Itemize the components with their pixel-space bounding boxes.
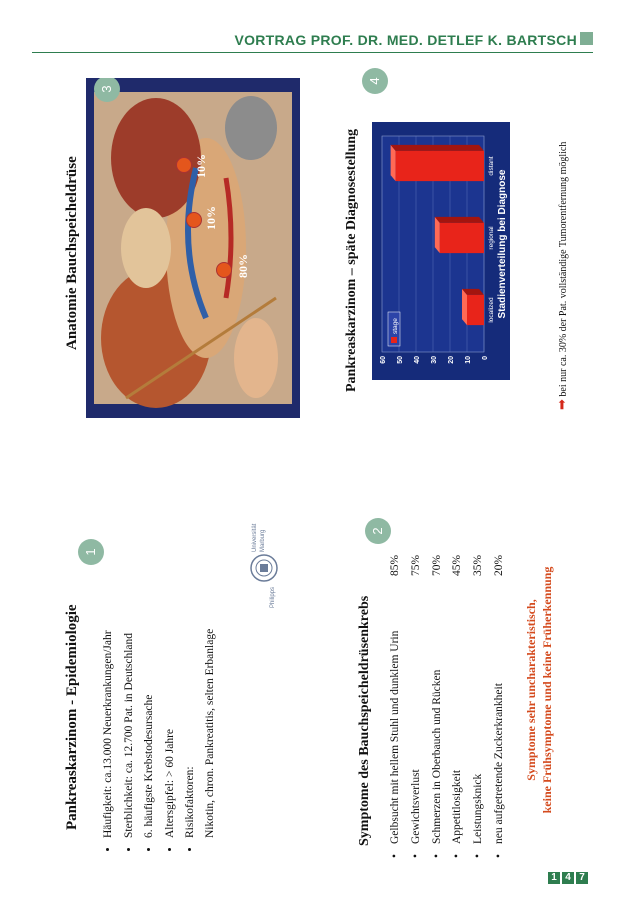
warning-line-2: keine Frühsymptome und keine Früherkennung <box>540 566 554 814</box>
symptom-label: • Gelbsucht mit hellem Stuhl und dunklem Urin <box>385 576 406 858</box>
y-tick-label: 60 <box>380 356 387 364</box>
legend-swatch <box>391 337 397 343</box>
bar-top <box>462 289 467 325</box>
legend-label: stage <box>392 318 399 334</box>
header-rule <box>32 52 593 53</box>
y-tick-label: 30 <box>431 356 438 364</box>
symptom-label: • Gewichtsverlust <box>406 576 427 858</box>
symptom-value: 75% <box>409 554 422 576</box>
symptom-label: • Leistungsknick <box>468 576 489 858</box>
page-number <box>548 872 588 884</box>
bullet-list <box>98 630 201 852</box>
symptom-value: 35% <box>472 554 485 576</box>
arrow-icon: ➡ <box>554 399 569 410</box>
university-logo <box>248 523 284 608</box>
symptom-row <box>489 555 510 858</box>
symptom-row <box>447 555 468 858</box>
bar-top <box>391 145 396 181</box>
percent-label: 80% <box>236 254 250 278</box>
symptom-row <box>427 555 448 858</box>
y-tick-label: 10 <box>465 356 472 364</box>
slide-title: Symptome des Bauchspeicheldrüsenkrebs <box>357 595 372 846</box>
stage-chart <box>372 122 510 380</box>
percent-label: 10% <box>204 206 218 230</box>
slide-title: Pankreaskarzinom – späte Diagnosestellung <box>344 128 359 392</box>
y-tick-label: 20 <box>448 356 455 364</box>
bar <box>440 223 484 253</box>
chart-note <box>554 142 570 410</box>
logo-text-right-1: Universität <box>252 523 258 552</box>
warning-note <box>523 540 555 840</box>
tumor-marker-head <box>216 262 232 278</box>
bullet-item: • 6. häufigste Krebstodesursache <box>139 630 160 838</box>
logo-text-left: Philipps <box>270 586 276 608</box>
y-tick-label: 40 <box>414 356 421 364</box>
tumor-marker-body <box>186 212 202 228</box>
percent-label: 10% <box>194 154 208 178</box>
page-digit: 1 <box>548 872 560 884</box>
bar <box>396 151 484 181</box>
bar <box>467 295 484 325</box>
bullet-item: • Häufigkeit: ca.13.000 Neuerkrankungen/Jahr <box>98 630 119 838</box>
bar-side <box>391 145 484 151</box>
slide-number-badge: 1 <box>78 539 104 565</box>
symptom-list <box>385 555 510 858</box>
header-square <box>580 32 593 45</box>
tumor-marker-tail <box>176 157 192 173</box>
slide-4 <box>342 60 582 420</box>
y-tick-label: 0 <box>482 356 489 360</box>
slide-title: Anatomie Bauchspeicheldrüse <box>64 156 80 350</box>
slide-3 <box>62 60 302 420</box>
page-digit: 7 <box>576 872 588 884</box>
symptom-label: • Schmerzen in Oberbauch und Rücken <box>427 576 448 858</box>
chart-canvas <box>372 122 510 380</box>
x-tick-label: localized <box>488 297 495 323</box>
logo-text-right-2: Marburg <box>260 529 266 552</box>
chart-title: Stadienverteilung bei Diagnose <box>497 169 508 319</box>
bar-top <box>435 217 440 253</box>
symptom-row <box>385 555 406 858</box>
slide-number-badge: 4 <box>362 68 388 94</box>
lecture-title: VORTRAG PROF. DR. MED. DETLEF K. BARTSCH <box>234 32 577 48</box>
symptom-value: 45% <box>451 554 464 576</box>
symptom-label: • neu aufgetretende Zuckerkrankheit <box>489 576 510 858</box>
symptom-value: 20% <box>492 554 505 576</box>
slide-1 <box>62 523 302 860</box>
x-tick-label: regional <box>488 226 495 250</box>
symptom-value: 85% <box>389 554 401 576</box>
slide-title: Pankreaskarzinom - Epidemiologie <box>64 604 80 830</box>
bullet-item: • Altersgipfel: > 60 Jahre <box>160 630 181 838</box>
bar-side <box>435 217 484 223</box>
slide-number-badge: 2 <box>365 518 391 544</box>
page-header <box>0 28 637 54</box>
symptom-row <box>468 555 489 858</box>
bullet-item: • Risikofaktoren: <box>180 630 201 838</box>
slide-number-badge: 3 <box>94 78 120 102</box>
x-tick-label: distant <box>488 156 495 176</box>
anatomy-illustration <box>86 78 300 418</box>
symptom-label: • Appetitlosigkeit <box>447 576 468 858</box>
slide-2 <box>355 520 565 860</box>
chart-note-text: bei nur ca. 30% der Pat. vollständige Tumorentfernung möglich <box>558 141 569 397</box>
warning-line-1: Symptome sehr uncharakteristisch, <box>524 599 538 781</box>
y-tick-label: 50 <box>397 356 404 364</box>
page-digit: 4 <box>562 872 574 884</box>
risk-detail: Nikotin, chron. Pankreatitis, selten Erbanlage <box>204 628 216 838</box>
symptom-value: 70% <box>430 554 443 576</box>
bullet-item: • Sterblichkeit: ca. 12.700 Pat. in Deutschland <box>119 630 140 838</box>
symptom-row <box>406 555 427 858</box>
